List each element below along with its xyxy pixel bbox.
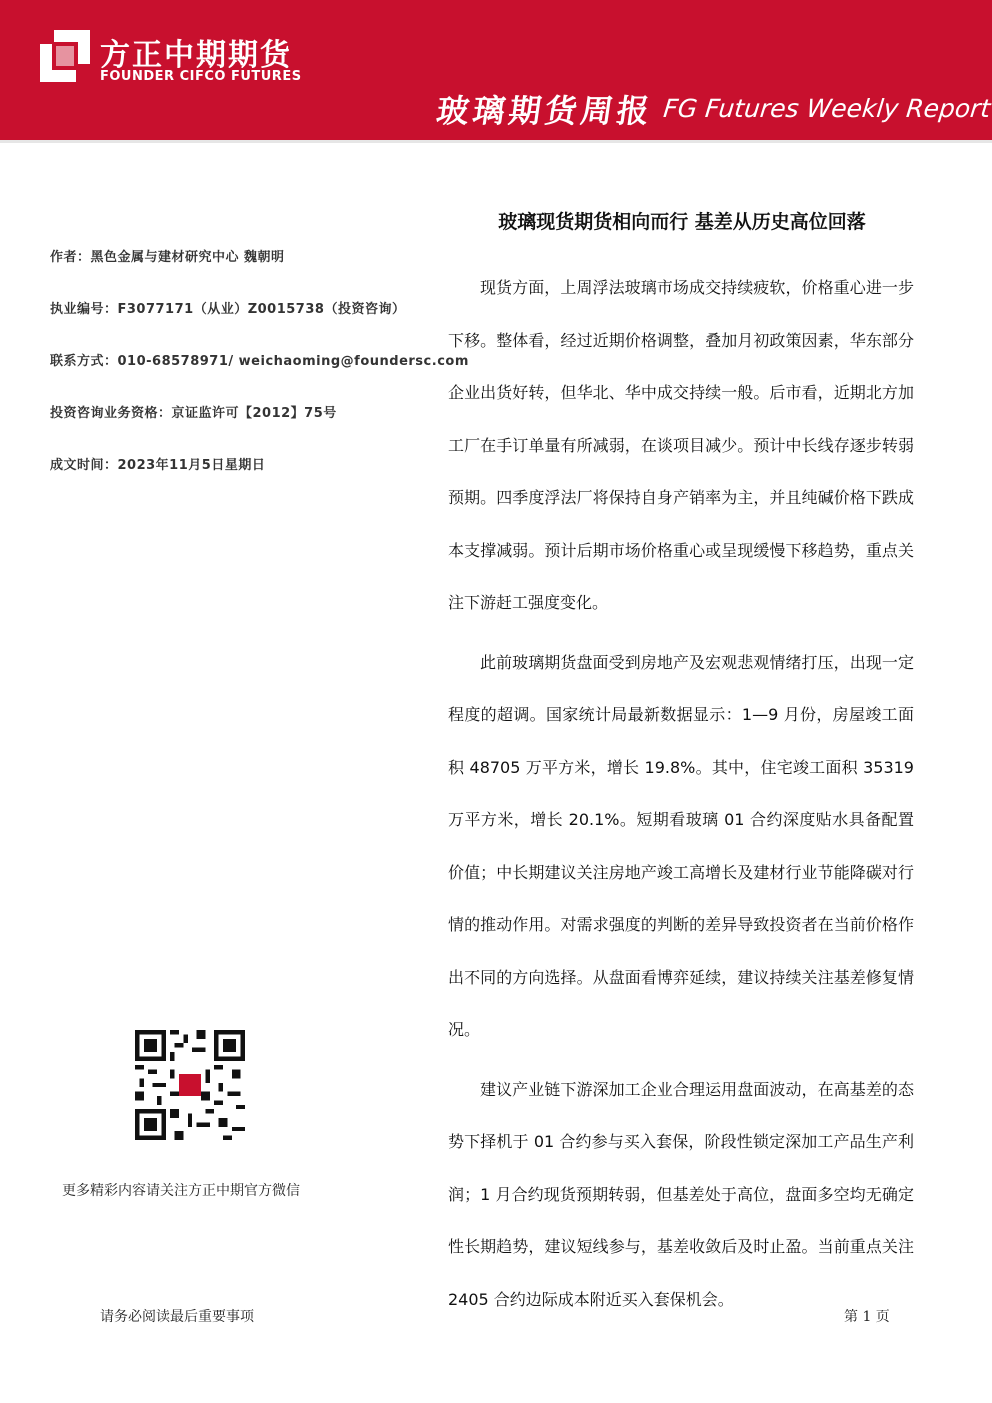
wechat-qr-code-icon	[135, 1030, 245, 1140]
contact-info: 联系方式：010-68578971/ weichaoming@foundersc.com	[50, 354, 469, 369]
founder-logo-icon	[40, 30, 90, 82]
author-info: 作者：黑色金属与建材研究中心 魏朝明	[50, 250, 285, 265]
report-title-en: FG Futures Weekly Report	[662, 94, 992, 123]
page-number: 第 1 页	[844, 1309, 890, 1325]
qr-caption: 更多精彩内容请关注方正中期官方微信	[62, 1183, 300, 1199]
publish-date: 成文时间：2023年11月5日星期日	[50, 458, 266, 473]
report-header	[0, 0, 992, 140]
footer-disclaimer: 请务必阅读最后重要事项	[100, 1309, 254, 1325]
article-body	[448, 262, 914, 1333]
report-title-cn: 玻璃期货周报	[434, 92, 656, 130]
header-divider	[0, 140, 992, 143]
brand-name-cn: 方正中期期货	[100, 38, 292, 73]
article-title: 玻璃现货期货相向而行 基差从历史高位回落	[498, 211, 866, 233]
paragraph: 此前玻璃期货盘面受到房地产及宏观悲观情绪打压，出现一定程度的超调。国家统计局最新数据显示：1—9 月份，房屋竣工面积 48705 万平方米，增长 19.8%。其中，住宅竣工面积 35319 万平方米，增长 20.1%。短期看玻璃 01 合约深度贴水具备配置价值；中长期建议关注房地产竣工高增长及建材行业节能降碳对行情的推动作用。对需求强度的判断的差异导致投资者在当前价格作出不同的方向选择。从盘面看博弈延续，建议持续关注基差修复情况。	[448, 652, 914, 1039]
qualification-info: 投资咨询业务资格：京证监许可【2012】75号	[50, 406, 337, 421]
paragraph: 现货方面，上周浮法玻璃市场成交持续疲软，价格重心进一步下移。整体看，经过近期价格调整，叠加月初政策因素，华东部分企业出货好转，但华北、华中成交持续一般。后市看，近期北方加工厂在手订单量有所减弱，在谈项目减少。预计中长线存逐步转弱预期。四季度浮法厂将保持自身产销率为主，并且纯碱价格下跌成本支撑减弱。预计后期市场价格重心或呈现缓慢下移趋势，重点关注下游赶工强度变化。	[448, 278, 914, 612]
license-number: 执业编号：F3077171（从业）Z0015738（投资咨询）	[50, 302, 406, 317]
paragraph: 建议产业链下游深加工企业合理运用盘面波动，在高基差的态势下择机于 01 合约参与买入套保，阶段性锁定深加工产品生产利润；1 月合约现货预期转弱，但基差处于高位，盘面多空均无确定性长期趋势，建议短线参与，基差收敛后及时止盈。当前重点关注 2405 合约边际成本附近买入套保机会。	[448, 1079, 914, 1309]
brand-name-en: FOUNDER CIFCO FUTURES	[100, 69, 302, 84]
